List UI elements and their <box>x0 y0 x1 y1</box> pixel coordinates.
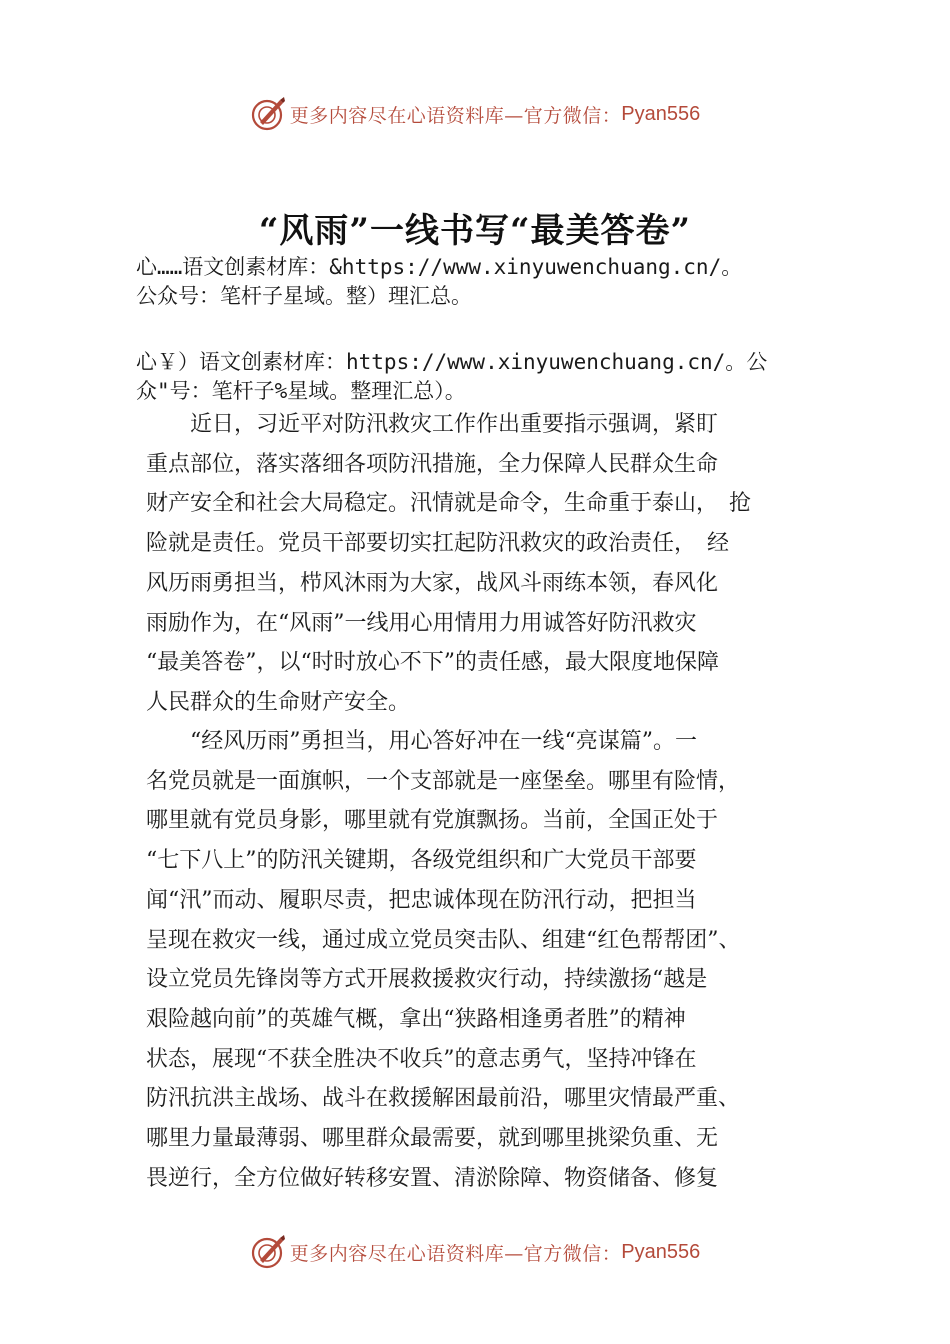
paragraph-line: 闻“汛”而动、履职尽责，把忠诚体现在防汛行动，把担当 <box>146 887 697 913</box>
banner-text: 更多内容尽在心语资料库—官方微信： <box>289 104 622 127</box>
source-note-line: 心￥）语文创素材库：https://www.xinyuwenchuang.cn/。公 <box>136 350 768 374</box>
quill-pen-logo-icon <box>250 96 286 132</box>
paragraph-line: “最美答卷”，以“时时放心不下”的责任感，最大限度地保障 <box>146 650 719 676</box>
paragraph-line: 设立党员先锋岗等方式开展救援救灾行动，持续激扬“越是 <box>146 967 708 993</box>
wechat-id: Pyan556 <box>621 102 701 125</box>
paragraph-line: 险就是责任。党员干部要切实扛起防汛救灾的政治责任， 经 <box>146 531 730 557</box>
paragraph-line: 哪里就有党员身影，哪里就有党旗飘扬。当前，全国正处于 <box>146 808 719 834</box>
paragraph-line: 财产安全和社会大局稳定。汛情就是命令，生命重于泰山， 抢 <box>146 491 752 517</box>
paragraph-line: “经风历雨”勇担当，用心答好冲在一线“亮谋篇”。一 <box>146 729 697 754</box>
body-paragraph <box>146 405 836 723</box>
paragraph-line: 风历雨勇担当，栉风沐雨为大家，战风斗雨练本领，春风化 <box>146 570 719 596</box>
paragraph-line: 近日，习近平对防汛救灾工作作出重要指示强调，紧盯 <box>146 412 719 437</box>
source-note <box>136 348 836 406</box>
document-title: “风雨”一线书写“最美答卷” <box>258 211 692 251</box>
paragraph-line: 雨励作为，在“风雨”一线用心用情用力用诚答好防汛救灾 <box>146 610 697 636</box>
body-paragraph <box>146 722 836 1198</box>
paragraph-line: 名党员就是一面旗帜，一个支部就是一座堡垒。哪里有险情， <box>146 768 741 794</box>
wechat-id: Pyan556 <box>621 1240 701 1263</box>
paragraph-line: 哪里力量最薄弱、哪里群众最需要，就到哪里挑梁负重、无 <box>146 1126 719 1152</box>
paragraph-line: 畏逆行，全方位做好转移安置、清淤除障、物资储备、修复 <box>146 1165 719 1191</box>
quill-pen-logo-icon <box>250 1234 286 1270</box>
source-note <box>136 253 836 311</box>
paragraph-line: 防汛抗洪主战场、战斗在救援解困最前沿，哪里灾情最严重、 <box>146 1086 741 1112</box>
paragraph-line: 呈现在救灾一线，通过成立党员突击队、组建“红色帮帮团”、 <box>146 927 741 953</box>
paragraph-line: 艰险越向前”的英雄气概，拿出“狭路相逢勇者胜”的精神 <box>146 1006 686 1032</box>
header-banner <box>0 92 950 136</box>
paragraph-line: 重点部位，落实落细各项防汛措施，全力保障人民群众生命 <box>146 451 719 477</box>
banner-text: 更多内容尽在心语资料库—官方微信： <box>289 1242 622 1265</box>
paragraph-line: “七下八上”的防汛关键期，各级党组织和广大党员干部要 <box>146 848 697 874</box>
source-note-line: 众"号：笔杆子%星域。整理汇总）。 <box>136 379 466 403</box>
paragraph-line: 状态，展现“不获全胜决不收兵”的意志勇气，坚持冲锋在 <box>146 1046 697 1072</box>
source-note-line: 公众号：笔杆子星域。整）理汇总。 <box>136 284 472 308</box>
paragraph-line: 人民群众的生命财产安全。 <box>146 689 411 715</box>
footer-banner <box>0 1230 950 1274</box>
source-note-line: 心……语文创素材库：&https://www.xinyuwenchuang.cn/。 <box>136 255 743 279</box>
